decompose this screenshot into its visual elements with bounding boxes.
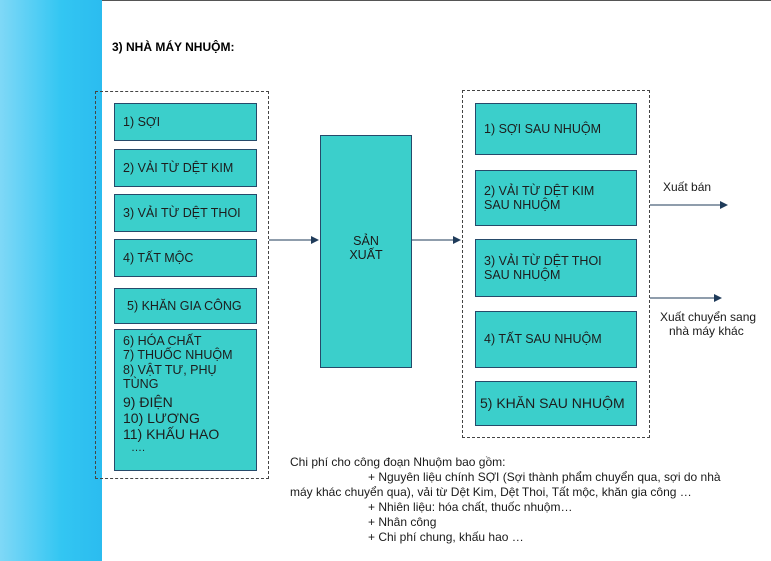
- notes-heading: Chi phí cho công đoạn Nhuộm bao gồm:: [290, 455, 506, 469]
- output-label: 2) VẢI TỪ DỆT KIM: [484, 183, 595, 198]
- input-label: 2) VẢI TỪ DỆT KIM: [123, 160, 234, 175]
- cost-item: 10) LƯƠNG: [123, 409, 200, 426]
- cost-item: 11) KHẤU HAO: [123, 425, 220, 442]
- notes-item: + Nguyên liệu chính SỢI (Sợi thành phẩm chuyển qua, sợi do nhà: [368, 470, 721, 484]
- cost-notes: [290, 455, 721, 545]
- input-label: 5) KHĂN GIA CÔNG: [127, 298, 242, 313]
- destination-transfer-line: Xuất chuyển sang: [660, 310, 757, 324]
- input-label: 4) TẤT MỘC: [123, 250, 194, 265]
- output-label: SAU NHUỘM: [484, 198, 561, 212]
- cost-item: 6) HÓA CHẤT: [123, 334, 202, 348]
- destination-transfer-line: nhà máy khác: [669, 324, 744, 338]
- cost-item: 9) ĐIỆN: [123, 393, 173, 410]
- production-label-line: XUẤT: [349, 248, 383, 262]
- slide-title: 3) NHÀ MÁY NHUỘM:: [112, 40, 235, 54]
- input-label: 1) SỢI: [123, 114, 161, 129]
- output-label: 4) TẤT SAU NHUỘM: [484, 332, 602, 347]
- output-label: 5) KHĂN SAU NHUỘM: [480, 395, 625, 412]
- notes-item: máy khác chuyển qua), vải từ Dệt Kim, Dệt Thoi, Tất mộc, khăn gia công …: [290, 485, 692, 499]
- destination-transfer-label: [660, 310, 756, 338]
- output-label: 3) VẢI TỪ DỆT THOI: [484, 253, 602, 268]
- output-label: SAU NHUỘM: [484, 268, 561, 282]
- input-label: 3) VẢI TỪ DỆT THOI: [123, 205, 241, 220]
- output-label: 1) SỢI SAU NHUỘM: [484, 121, 601, 136]
- production-label-line: SẢN: [353, 234, 379, 248]
- cost-item: TÙNG: [123, 377, 159, 392]
- notes-item: + Nhiên liệu: hóa chất, thuốc nhuộm…: [368, 500, 573, 514]
- cost-item: 8) VẬT TƯ, PHỤ: [123, 362, 217, 377]
- cost-item: ….: [131, 441, 146, 454]
- cost-item: 7) THUỐC NHUỘM: [123, 348, 233, 363]
- destination-sale-label: Xuất bán: [663, 180, 712, 194]
- notes-item: + Chi phí chung, khấu hao …: [368, 530, 524, 544]
- notes-item: + Nhân công: [368, 515, 437, 529]
